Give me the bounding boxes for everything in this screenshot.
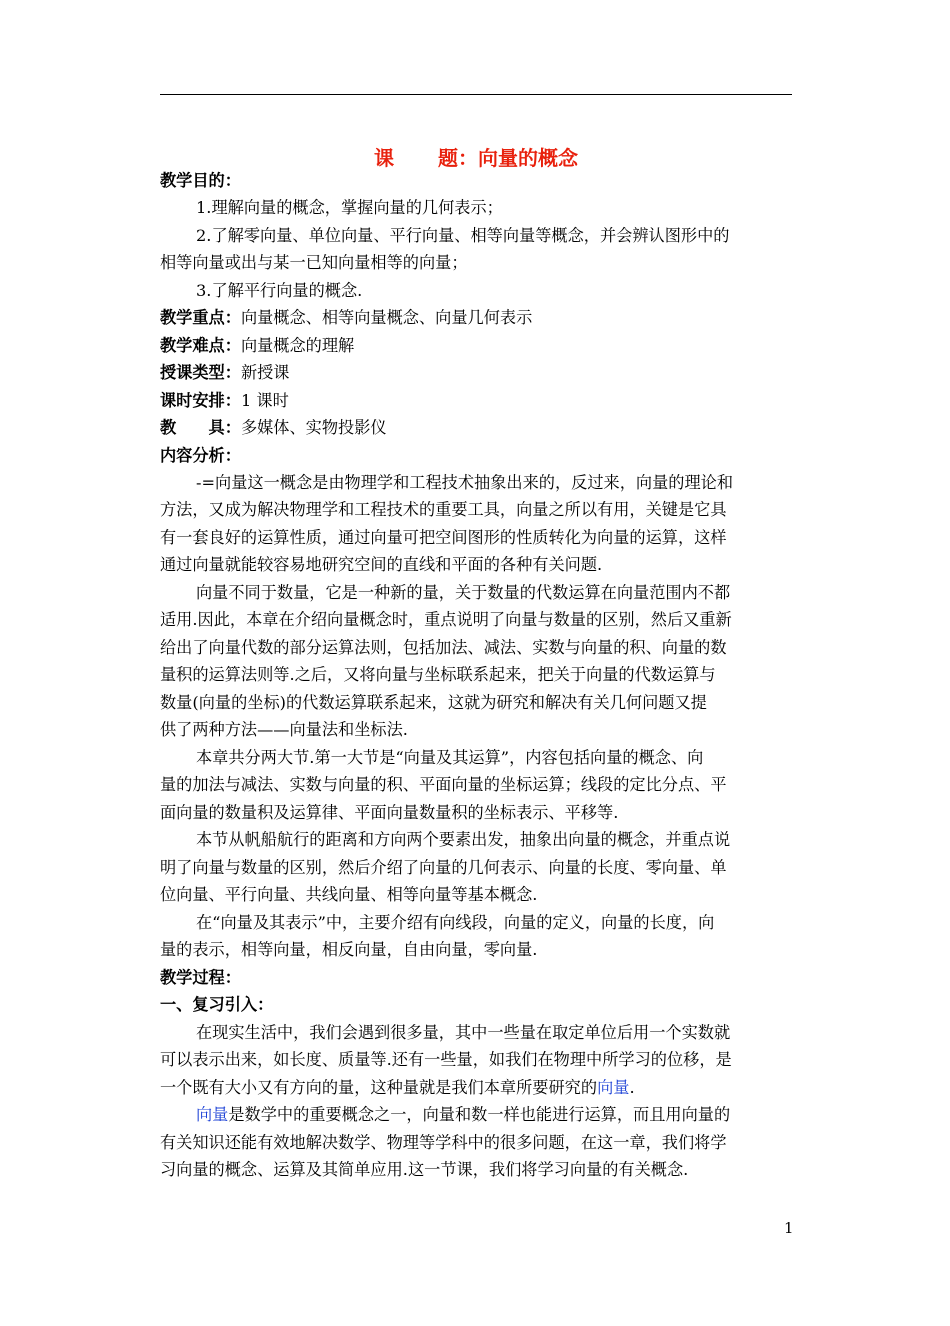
analysis-line: 位向量、平行向量、共线向量、相等向量等基本概念. — [160, 885, 538, 904]
meta-schedule: 课时安排：1 课时 — [160, 391, 289, 410]
process-line: 一个既有大小又有方向的量，这种量就是我们本章所要研究的向量. — [160, 1078, 635, 1097]
meta-key-points: 教学重点：向量概念、相等向量概念、向量几何表示 — [160, 308, 533, 327]
meta-lesson-type: 授课类型：新授课 — [160, 363, 290, 382]
meta-tools: 教 具：多媒体、实物投影仪 — [160, 418, 387, 437]
analysis-line: 面向量的数量积及运算律、平面向量数量积的坐标表示、平移等. — [160, 803, 619, 822]
title-right: 题：向量的概念 — [438, 146, 578, 170]
vector-link[interactable]: 向量 — [597, 1078, 630, 1097]
analysis-line: 有一套良好的运算性质，通过向量可把空间图形的性质转化为向量的运算，这样 — [160, 528, 727, 547]
process-line: 可以表示出来，如长度、质量等.还有一些量，如我们在物理中所学习的位移，是 — [160, 1050, 732, 1069]
analysis-line: 供了两种方法——向量法和坐标法. — [160, 720, 408, 739]
process-label: 教学过程： — [160, 968, 241, 987]
objective-item: 1.理解向量的概念，掌握向量的几何表示； — [196, 198, 503, 217]
analysis-line: 量的加法与减法、实数与向量的积、平面向量的坐标运算；线段的定比分点、平 — [160, 775, 727, 794]
analysis-line: -=向量这一概念是由物理学和工程技术抽象出来的，反过来，向量的理论和 — [196, 473, 734, 492]
objective-item: 3.了解平行向量的概念. — [196, 281, 363, 300]
process-line: 在现实生活中，我们会遇到很多量，其中一些量在取定单位后用一个实数就 — [196, 1023, 731, 1042]
analysis-line: 给出了向量代数的部分运算法则，包括加法、减法、实数与向量的积、向量的数 — [160, 638, 727, 657]
analysis-line: 向量不同于数量，它是一种新的量，关于数量的代数运算在向量范围内不都 — [196, 583, 731, 602]
analysis-line: 适用.因此，本章在介绍向量概念时，重点说明了向量与数量的区别，然后又重新 — [160, 610, 732, 629]
analysis-label: 内容分析： — [160, 446, 241, 465]
objective-item: 2.了解零向量、单位向量、平行向量、相等向量等概念，并会辨认图形中的 — [196, 226, 730, 245]
analysis-line: 本章共分两大节.第一大节是“向量及其运算”，内容包括向量的概念、向 — [196, 748, 704, 767]
analysis-line: 明了向量与数量的区别，然后介绍了向量的几何表示、向量的长度、零向量、单 — [160, 858, 727, 877]
meta-difficulty: 教学难点：向量概念的理解 — [160, 336, 355, 355]
analysis-line: 方法，又成为解决物理学和工程技术的重要工具，向量之所以有用，关键是它具 — [160, 500, 727, 519]
title-left: 课 — [374, 146, 394, 170]
header-rule — [160, 94, 792, 95]
process-line: 习向量的概念、运算及其简单应用.这一节课，我们将学习向量的有关概念. — [160, 1160, 689, 1179]
objectives-label: 教学目的： — [160, 171, 241, 190]
vector-link[interactable]: 向量 — [196, 1105, 229, 1124]
analysis-line: 本节从帆船航行的距离和方向两个要素出发，抽象出向量的概念，并重点说 — [196, 830, 731, 849]
analysis-line: 量积的运算法则等.之后，又将向量与坐标联系起来，把关于向量的代数运算与 — [160, 665, 716, 684]
page-number: 1 — [784, 1219, 794, 1237]
section-heading: 一、复习引入： — [160, 995, 274, 1014]
process-line: 有关知识还能有效地解决数学、物理等学科中的很多问题，在这一章，我们将学 — [160, 1133, 727, 1152]
analysis-line: 量的表示，相等向量，相反向量，自由向量，零向量. — [160, 940, 538, 959]
analysis-line: 通过向量就能较容易地研究空间的直线和平面的各种有关问题. — [160, 555, 603, 574]
process-line: 向量是数学中的重要概念之一，向量和数一样也能进行运算，而且用向量的 — [196, 1105, 731, 1124]
analysis-line: 数量(向量的坐标)的代数运算联系起来，这就为研究和解决有关几何问题又提 — [160, 693, 707, 712]
page-title — [160, 142, 792, 171]
objective-item: 相等向量或出与某一已知向量相等的向量； — [160, 253, 468, 272]
analysis-line: 在“向量及其表示”中，主要介绍有向线段，向量的定义，向量的长度，向 — [196, 913, 715, 932]
